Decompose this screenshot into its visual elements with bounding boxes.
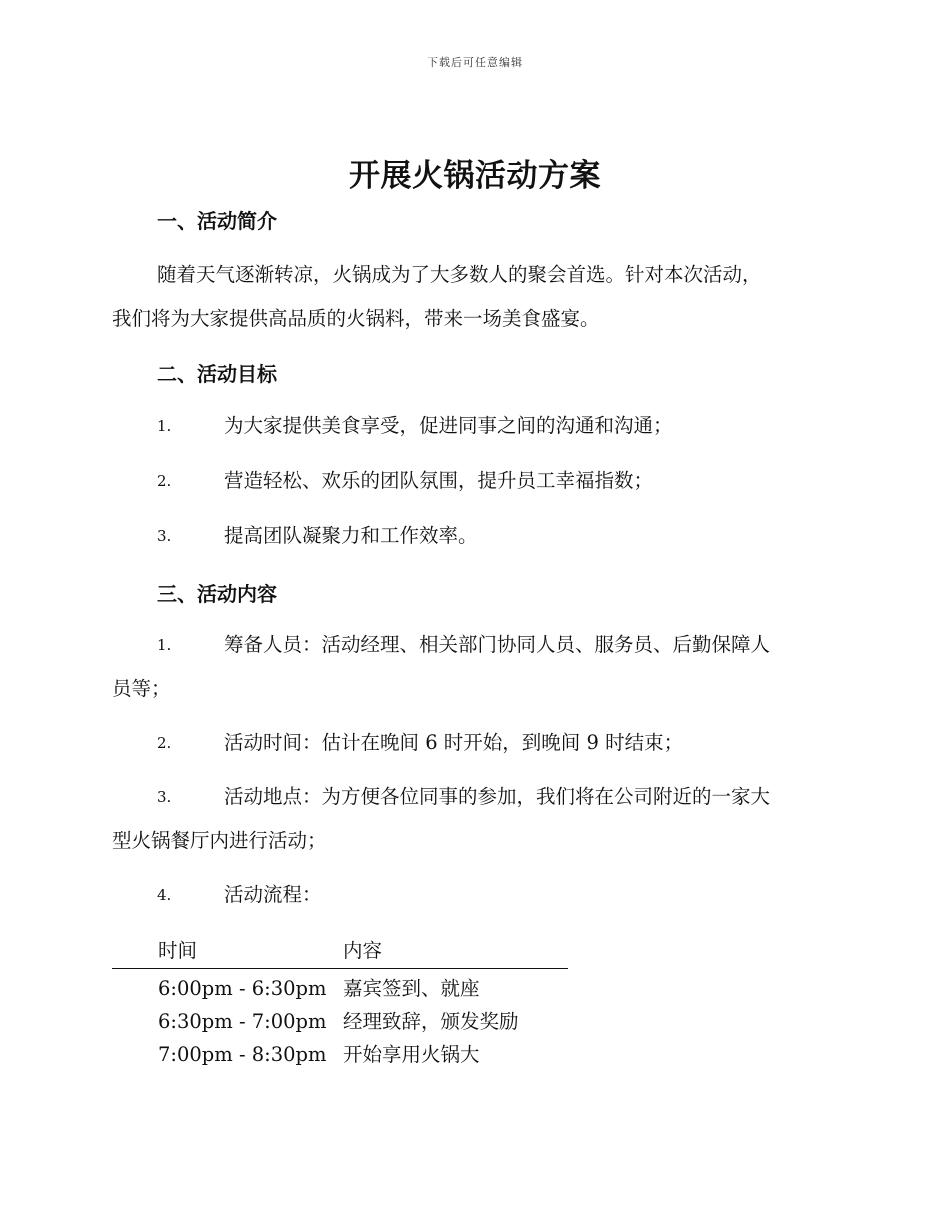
intro-paragraph-line-1: 随着天气逐渐转凉，火锅成为了大多数人的聚会首选。针对本次活动， [157, 263, 762, 286]
content-item-text-line-1: 筹备人员：活动经理、相关部门协同人员、服务员、后勤保障人 [224, 633, 771, 656]
goal-item-text: 提高团队凝聚力和工作效率。 [224, 524, 478, 547]
schedule-time-cell: 6:30pm - 7:00pm [158, 1010, 327, 1033]
schedule-header-time: 时间 [158, 939, 198, 962]
schedule-time-cell: 6:00pm - 6:30pm [158, 977, 327, 1000]
goal-item [112, 514, 837, 558]
content-item-text-line-1: 活动地点：为方便各位同事的参加，我们将在公司附近的一家大 [224, 785, 771, 808]
schedule-content-cell: 经理致辞，颁发奖励 [343, 1010, 519, 1033]
schedule-header-content: 内容 [343, 939, 383, 962]
content-item-text-line-2: 员等； [112, 677, 171, 700]
intro-paragraph-line-2: 我们将为大家提供高品质的火锅料，带来一场美食盛宴。 [112, 307, 600, 330]
content-item-text-line-2: 型火锅餐厅内进行活动； [112, 829, 327, 852]
section-heading-goals: 二、活动目标 [157, 362, 277, 386]
schedule-time-cell: 7:00pm - 8:30pm [158, 1043, 327, 1066]
goal-item-number: 3. [157, 527, 172, 545]
content-item [112, 775, 837, 863]
goal-item-number: 1. [157, 417, 172, 435]
goal-item-number: 2. [157, 472, 172, 490]
goal-item-text: 营造轻松、欢乐的团队氛围，提升员工幸福指数； [224, 469, 654, 492]
content-item-number: 3. [157, 788, 172, 806]
schedule-header-row [112, 937, 568, 969]
content-item-text-line-1: 活动流程： [224, 883, 322, 906]
schedule-content-cell: 嘉宾签到、就座 [343, 977, 480, 1000]
goal-item-text: 为大家提供美食享受，促进同事之间的沟通和沟通； [224, 414, 673, 437]
schedule-row [112, 1041, 568, 1068]
content-item [112, 873, 837, 917]
content-item-number: 1. [157, 636, 172, 654]
intro-paragraph [112, 253, 837, 341]
schedule-content-cell: 开始享用火锅大 [343, 1043, 480, 1066]
content-item-number: 4. [157, 886, 172, 904]
content-item [112, 623, 837, 711]
content-item-number: 2. [157, 734, 172, 752]
schedule-row [112, 1008, 568, 1035]
goal-item [112, 459, 837, 503]
goal-item [112, 404, 837, 448]
page-header-note: 下载后可任意编辑 [427, 56, 523, 69]
schedule-row [112, 975, 568, 1002]
section-heading-content: 三、活动内容 [157, 582, 277, 606]
content-item [112, 721, 837, 765]
document-title: 开展火锅活动方案 [349, 158, 601, 194]
section-heading-intro: 一、活动简介 [157, 209, 277, 233]
content-item-text-line-1: 活动时间：估计在晚间 6 时开始，到晚间 9 时结束； [224, 731, 684, 754]
schedule-table [112, 937, 568, 1068]
